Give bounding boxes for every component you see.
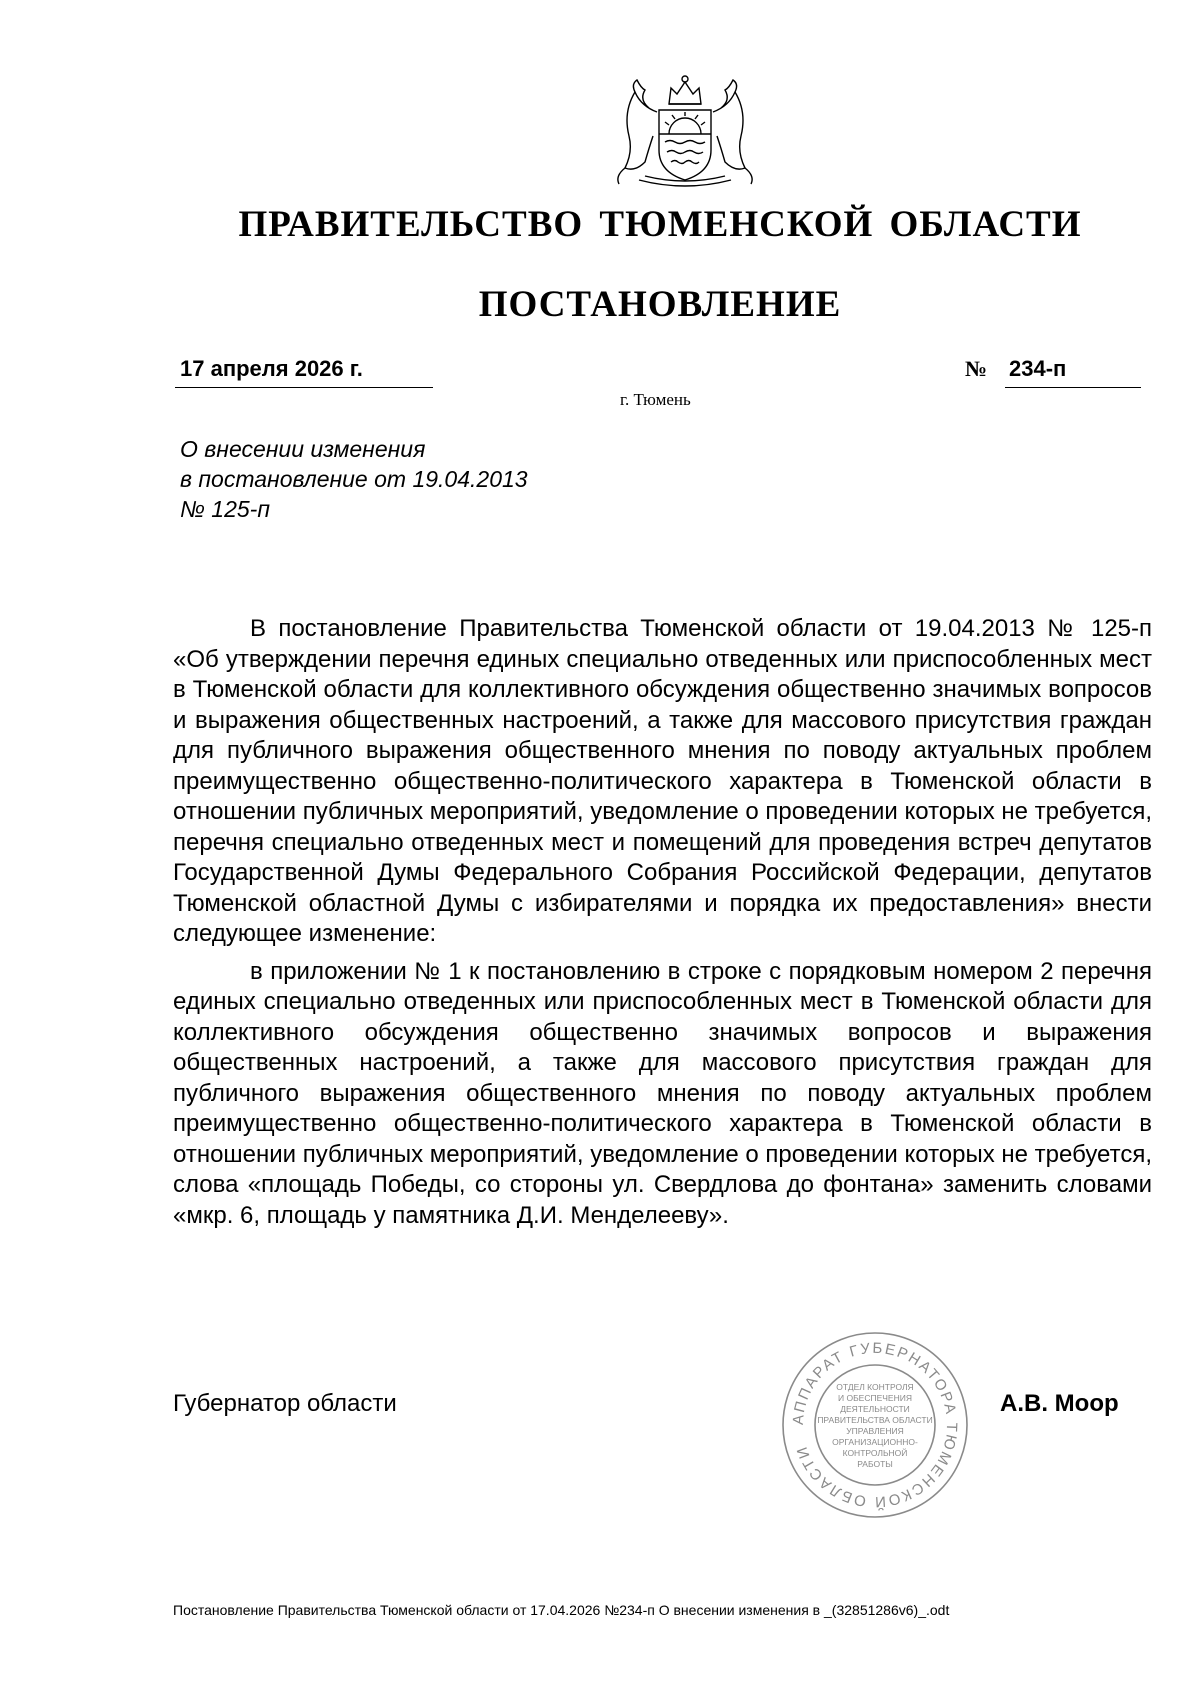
stamp-line: ОТДЕЛ КОНТРОЛЯ [836, 1382, 914, 1392]
stamp-line: ОРГАНИЗАЦИОННО- [832, 1437, 918, 1447]
stamp-line: ПРАВИТЕЛЬСТВА ОБЛАСТИ [817, 1415, 933, 1425]
footer-file-name: Постановление Правительства Тюменской области от 17.04.2026 №234-п О внесении изменения в _(32851286v6)_.odt [173, 1602, 950, 1618]
organization-title: ПРАВИТЕЛЬСТВО ТЮМЕНСКОЙ ОБЛАСТИ [238, 204, 1082, 245]
stamp-ring-text: АППАРАТ ГУБЕРНАТОРА ТЮМЕНСКОЙ ОБЛАСТИ [789, 1339, 961, 1511]
subject-line: в постановление от 19.04.2013 [180, 466, 528, 492]
document-number-block [965, 356, 1141, 388]
subject-line: № 125-п [180, 496, 270, 522]
subject-line: О внесении изменения [180, 436, 426, 462]
signer-title: Губернатор области [173, 1390, 397, 1417]
document-subject [180, 434, 528, 524]
body-paragraph: В постановление Правительства Тюменской области от 19.04.2013 № 125-п «Об утверждении перечня единых специально отведенных или приспособленных мест в Тюменской области для коллективного обсуждения общественно значимых вопросов и выражения общественных настроений, а также для массового присутствия граждан для публичного выражения общественного мнения по поводу актуальных проблем преимущественно общественно-политического характера в Тюменской области в отношении публичных мероприятий, уведомление о проведении которых не требуется, перечня специально отведенных мест и помещений для проведения встреч депутатов Государственной Думы Федерального Собрания Российской Федерации, депутатов Тюменской областной Думы с избирателями и порядка их предоставления» внести следующее изменение: [173, 615, 1152, 947]
stamp-line: КОНТРОЛЬНОЙ [842, 1448, 908, 1458]
coat-of-arms-icon [605, 72, 765, 190]
city-label: г. Тюмень [620, 390, 691, 409]
stamp-line: УПРАВЛЕНИЯ [846, 1426, 904, 1436]
official-stamp [780, 1330, 970, 1520]
document-date: 17 апреля 2026 г. [175, 356, 433, 388]
stamp-line: ДЕЯТЕЛЬНОСТИ [840, 1404, 910, 1414]
signer-name: А.В. Моор [1000, 1390, 1119, 1417]
document-number: 234-п [1005, 356, 1141, 388]
stamp-line: РАБОТЫ [857, 1459, 893, 1469]
body-paragraph: в приложении № 1 к постановлению в строке с порядковым номером 2 перечня единых специально отведенных или приспособленных мест в Тюменской области для коллективного обсуждения общественно значимых вопросов и выражения общественных настроений, а также для массового присутствия граждан для публичного выражения общественного мнения по поводу актуальных проблем преимущественно общественно-политического характера в Тюменской области в отношении публичных мероприятий, уведомление о проведении которых не требуется, слова «площадь Победы, со стороны ул. Свердлова до фонтана» заменить словами «мкр. 6, площадь у памятника Д.И. Менделееву». [173, 957, 1152, 1229]
stamp-line: И ОБЕСПЕЧЕНИЯ [838, 1393, 912, 1403]
document-type-heading: ПОСТАНОВЛЕНИЕ [478, 284, 842, 325]
document-body [173, 614, 1152, 1238]
number-sign: № [965, 356, 988, 381]
